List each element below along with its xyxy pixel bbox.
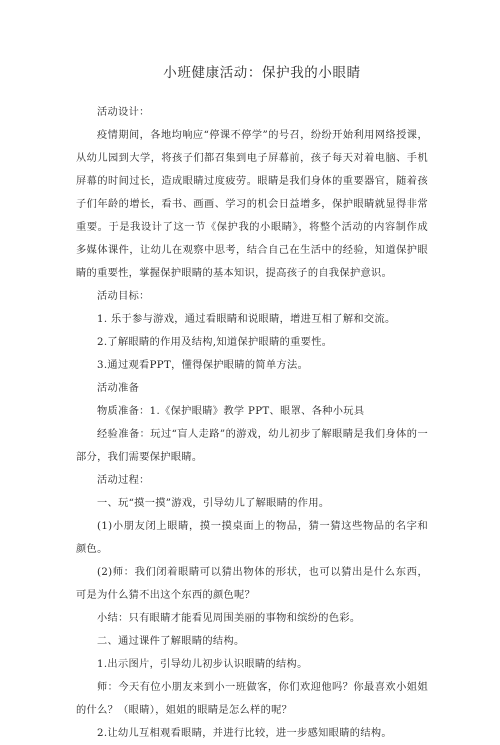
process-step-2-b: 2.让幼儿互相观看眼睛，并进行比较，进一步感知眼睛的结构。 <box>97 728 392 739</box>
process-step-2: 二、通过课件了解眼睛的结构。 <box>97 636 245 647</box>
goal-item-3: 3.通过观看PPT，懂得保护眼睛的简单方法。 <box>97 360 309 371</box>
goal-item-1: 1. 乐于参与游戏，通过看眼睛和说眼睛，增进互相了解和交流。 <box>97 314 396 325</box>
process-summary: 小结：只有眼睛才能看见周围美丽的事物和缤纷的色彩。 <box>97 613 361 624</box>
document-title: 小班健康活动：保护我的小眼睛 <box>163 65 361 81</box>
section-heading-goals: 活动目标： <box>97 291 150 302</box>
process-step-1-a: (1)小朋友闭上眼睛，摸一摸桌面上的物品，猜一猜这些物品的名字和颜色。 <box>76 521 428 555</box>
document-body <box>76 101 428 745</box>
design-paragraph: 疫情期间，各地均响应“停课不停学”的号召，纷纷开始利用网络授课，从幼儿园到大学，将孩子们都召集到电子屏幕前，孩子每天对着电脑、手机屏幕的时间过长，造成眼睛过度疲劳。眼睛是我们身体的重要器官，随着孩子们年龄的增长，看书、画画、学习的机会日益增多，保护眼睛就显得非常重要。于是我设计了这一节《保护我的小眼睛》，将整个活动的内容制作成多媒体课件，让幼儿在观察中思考，结合自己在生活中的经验，知道保护眼睛的重要性，掌握保护眼睛的基本知识，提高孩子的自我保护意识。 <box>76 130 428 279</box>
process-step-1-b: (2)师：我们闭着眼睛可以猜出物体的形状，也可以猜出是什么东西，可是为什么猜不出这个东西的颜色呢？ <box>76 567 428 601</box>
section-heading-design: 活动设计： <box>97 107 150 118</box>
section-heading-preparation: 活动准备 <box>97 383 140 394</box>
process-step-2-dialogue: 师：今天有位小朋友来到小一班做客，你们欢迎他吗？你最喜欢小姐姐的什么？（眼睛），姐姐的眼睛是怎么样的呢？ <box>76 682 428 716</box>
preparation-material: 物质准备：1.《保护眼睛》教学 PPT、眼罩、各种小玩具 <box>97 406 365 417</box>
process-step-2-a: 1.出示图片，引导幼儿初步认识眼睛的结构。 <box>97 659 308 670</box>
process-step-1: 一、玩“摸一摸”游戏，引导幼儿了解眼睛的作用。 <box>97 498 330 509</box>
section-heading-process: 活动过程： <box>97 475 150 486</box>
goal-item-2: 2.了解眼睛的作用及结构,知道保护眼睛的重要性。 <box>97 337 333 348</box>
preparation-experience: 经验准备：玩过“盲人走路”的游戏，幼儿初步了解眼睛是我们身体的一部分，我们需要保护眼睛。 <box>76 429 428 463</box>
